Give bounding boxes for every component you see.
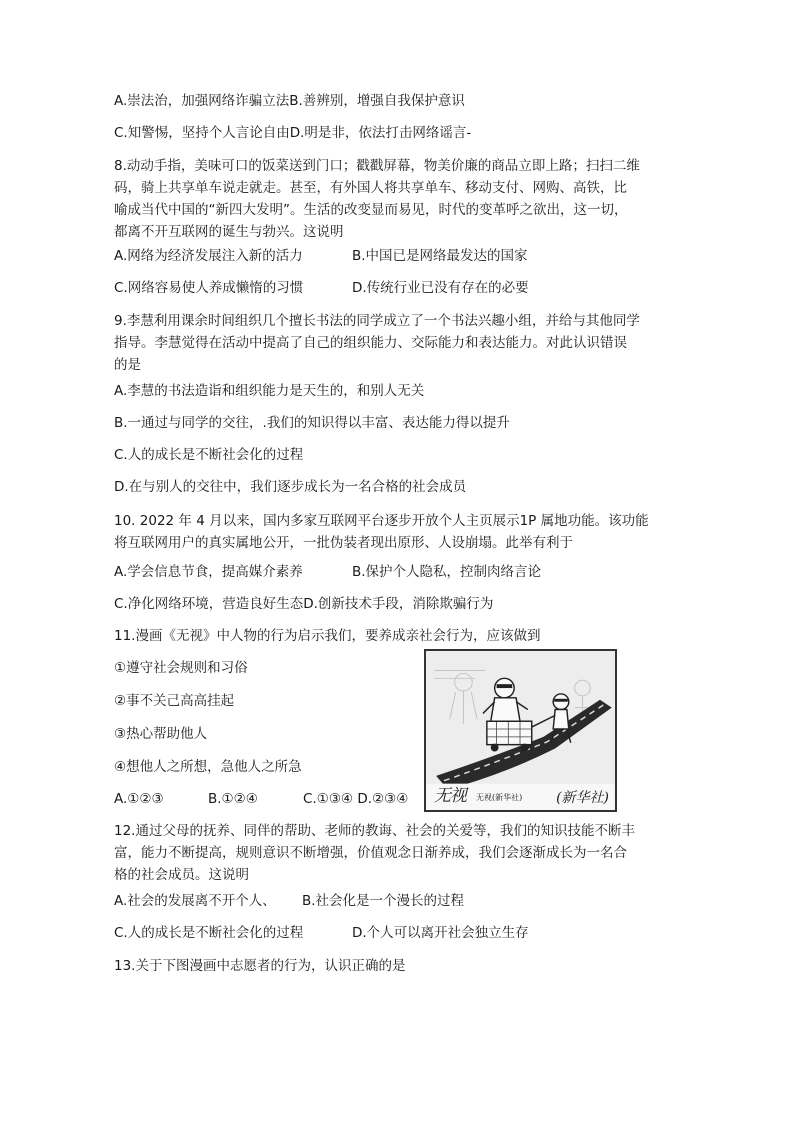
q9-stem-line-1: 9.李慧利用课余时间组织几个擅长书法的同学成立了一个书法兴趣小组，并给与其他同学 bbox=[114, 313, 640, 329]
q12-stem-line-2: 富，能力不断提高，规则意识不断增强，价值观念日渐养成，我们会逐渐成长为一名合 bbox=[114, 845, 627, 861]
q10-stem-line-2: 将互联网用户的真实属地公开，一批伪装者现出原形、人设崩塌。此举有利于 bbox=[114, 535, 573, 551]
q9-option-a: A.李慧的书法造诣和组织能力是天生的，和别人无关 bbox=[114, 383, 425, 399]
q13-stem: 13.关于下图漫画中志愿者的行为，认识正确的是 bbox=[114, 958, 406, 974]
q9-option-b: B.一通过与同学的交往，.我们的知识得以丰富、表达能力得以提升 bbox=[114, 415, 510, 431]
q8-option-d: D.传统行业已没有存在的必要 bbox=[352, 280, 529, 296]
q12-stem-line-1: 12.通过父母的抚养、同伴的帮助、老师的教诲、社会的关爱等，我们的知识技能不断丰 bbox=[114, 823, 635, 839]
q8-option-c: C.网络容易使人养成懒惰的习惯 bbox=[114, 280, 304, 296]
q12-option-c: C.人的成长是不断社会化的过程 bbox=[114, 925, 304, 941]
q10-options-cd: C.净化网络环境，营造良好生态D.创新技术手段，消除欺骗行为 bbox=[114, 596, 494, 612]
q9-option-c: C.人的成长是不断社会化的过程 bbox=[114, 447, 304, 463]
q7-options-ab: A.崇法治，加强网络诈骗立法B.善辨别，增强自我保护意识 bbox=[114, 93, 465, 109]
cartoon-subtitle: 无视(新华社) bbox=[476, 793, 523, 802]
q12-option-a: A.社会的发展离不开个人、 bbox=[114, 893, 276, 909]
q8-stem-line-3: 喻成当代中国的“新四大发明”。生活的改变显而易见，时代的变革呼之欲出，这一切， bbox=[114, 202, 628, 218]
q11-item-1: ①遵守社会规则和习俗 bbox=[114, 660, 248, 676]
q12-option-b: B.社会化是一个漫长的过程 bbox=[302, 893, 465, 909]
q11-options-cd: C.①③④ D.②③④ bbox=[303, 791, 409, 807]
q10-stem-line-1: 10. 2022 年 4 月以来，国内多家互联网平台逐步开放个人主页展示1P 属地功能。该功能 bbox=[114, 513, 649, 529]
q11-item-3: ③热心帮助他人 bbox=[114, 726, 208, 742]
q12-stem-line-3: 格的社会成员。这说明 bbox=[114, 867, 249, 883]
q12-option-d: D.个人可以离开社会独立生存 bbox=[352, 925, 529, 941]
q10-option-b: B.保护个人隐私，控制肉络言论 bbox=[352, 564, 542, 580]
q8-stem-line-2: 码，骑上共享单车说走就走。甚至，有外国人将共享单车、移动支付、网购、高铁，比 bbox=[114, 180, 627, 196]
q9-stem-line-3: 的是 bbox=[114, 357, 141, 373]
q9-option-d: D.在与别人的交往中，我们逐步成长为一名合格的社会成员 bbox=[114, 479, 467, 495]
cartoon-wushi-image bbox=[424, 649, 617, 812]
q8-stem-line-4: 都离不开互联网的诞生与勃兴。这说明 bbox=[114, 224, 344, 240]
q8-option-a: A.网络为经济发展注入新的活力 bbox=[114, 248, 303, 264]
q9-stem-line-2: 指导。李慧觉得在活动中提高了自己的组织能力、交际能力和表达能力。对此认识错误 bbox=[114, 335, 627, 351]
q7-options-cd: C.知警惕，坚持个人言论自由D.明是非，依法打击网络谣言- bbox=[114, 125, 472, 141]
cartoon-stamp: (新华社) bbox=[556, 790, 609, 806]
q11-stem: 11.漫画《无视》中人物的行为启示我们，要养成亲社会行为，应该做到 bbox=[114, 628, 541, 644]
cartoon-title: 无视 bbox=[434, 786, 466, 806]
q11-option-a: A.①②③ bbox=[114, 791, 164, 807]
q10-option-a: A.学会信息节食，提高媒介素养 bbox=[114, 564, 303, 580]
q11-item-4: ④想他人之所想，急他人之所急 bbox=[114, 759, 302, 775]
q11-option-b: B.①②④ bbox=[208, 791, 258, 807]
q8-option-b: B.中国已是网络最发达的国家 bbox=[352, 248, 528, 264]
q11-item-2: ②事不关己高高挂起 bbox=[114, 693, 235, 709]
q8-stem-line-1: 8.动动手指，美味可口的饭菜送到门口；戳戳屏幕，物美价廉的商品立即上路；扫扫二维 bbox=[114, 158, 640, 174]
